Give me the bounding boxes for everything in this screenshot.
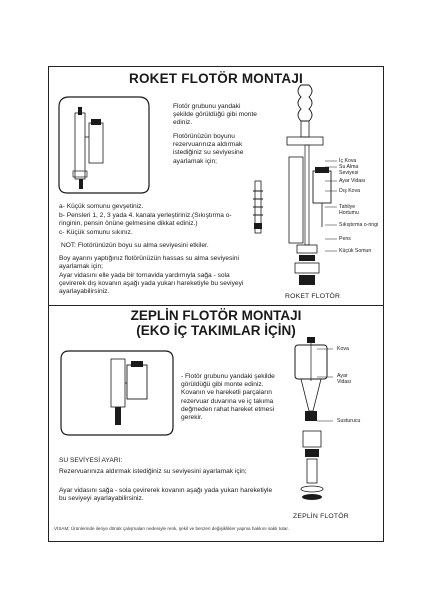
zeplin-tank-illustration — [57, 347, 177, 439]
roket-intro: Flotör grubunu yandaki şekilde görüldüğü gibi monte ediniz. — [173, 103, 257, 127]
zeplin-intro: - Flotör grubunu yandaki şekilde görüldüğü gibi monte ediniz. Kovanın ve hareketli parçaların rezervuar duvarına ve iç takıma değmeden rahat hareket etmesi gerekir. — [181, 373, 275, 422]
roket-adjust-intro: Flotörünüzün boyunu rezervuarınıza aldırmak istediğiniz su seviyesine ayarlamak için; — [173, 133, 244, 165]
roket-note: NOT: Flotörünüzün boyu su alma seviyesini etkiler. — [61, 242, 209, 249]
zeplin-level-text: Rezervuarınıza aldırmak istediğiniz su seviyesini ayarlamak için; — [59, 468, 247, 475]
roket-tank-illustration — [55, 93, 153, 199]
roket-screw-adjust: Ayar vidasını elle yada bir tornavida yardımıyla sağa - sola çevirerek dış kovanın aşağı yada yukarı hareketiyle bu seviyeyi ayarlayabilirsiniz. — [59, 272, 244, 296]
label-dis-kova: Dış Kova — [339, 188, 361, 194]
roket-step-a: a- Küçük somunu gevşetiniz. — [59, 203, 144, 210]
label-kova: Kova — [337, 346, 349, 352]
zeplin-caption: ZEPLİN FLOTÖR — [293, 513, 349, 520]
instruction-sheet — [48, 66, 384, 542]
roket-step-b: b- Pensleri 1, 2, 3 yada 4. kanala yerleştiriniz.(Sıkıştırma o-ringinin, pensin önüne gelmesine dikkat ediniz.) — [59, 212, 232, 228]
zeplin-title-line1: ZEPLİN FLOTÖR MONTAJI — [130, 308, 302, 323]
roket-leader-lines — [325, 161, 339, 281]
section-divider — [49, 305, 383, 306]
label-sikistirma-oringi: Sıkıştırma o-ringi — [339, 222, 379, 228]
roket-fine-adjust: Boy ayarını yaptığınız flotörünüzün hassas su alma seviyesini ayarlamak için; — [59, 255, 239, 271]
label-kucuk-somun: Küçük Somun — [339, 248, 372, 254]
label-su-alma-seviyesi: Su Alma Seviyesi — [339, 164, 359, 176]
label-ayar-vidasi: Ayar Vidası — [339, 178, 366, 184]
zeplin-title — [49, 308, 383, 338]
label-susturucu: Susturucu — [337, 418, 361, 424]
zeplin-screw-text: Ayar vidasını sağa - sola çevirerek kovanın aşağı yada yukarı hareketiyle bu seviyeyi ayarlayabilirsiniz. — [59, 487, 273, 503]
roket-caption: ROKET FLOTÖR — [285, 293, 341, 300]
footer-disclaimer: VİSAM; Ürünlerinde ileriye dönük çalışmaları nedeniyle renk, şekil ve benzeri değişiklikler yapma hakkını saklı tutar. — [54, 526, 289, 531]
label-zeplin-ayar-vidasi: Ayar Vidası — [337, 373, 352, 385]
zeplin-level-heading: SU SEVİYESİ AYARI: — [59, 457, 123, 464]
zeplin-leader-lines — [317, 349, 337, 429]
pens-detail-illustration — [251, 181, 265, 233]
roket-step-c: c- Küçük somunu sıkınız. — [59, 229, 133, 236]
label-pens: Pens — [339, 236, 351, 242]
label-ic-kova: İç Kova — [339, 158, 357, 164]
zeplin-title-line2: (EKO İÇ TAKIMLAR İÇİN) — [136, 323, 296, 338]
label-tahliye-hortumu: Tahliye Hortumu — [339, 204, 359, 216]
roket-title: ROKET FLOTÖR MONTAJI — [129, 71, 303, 86]
